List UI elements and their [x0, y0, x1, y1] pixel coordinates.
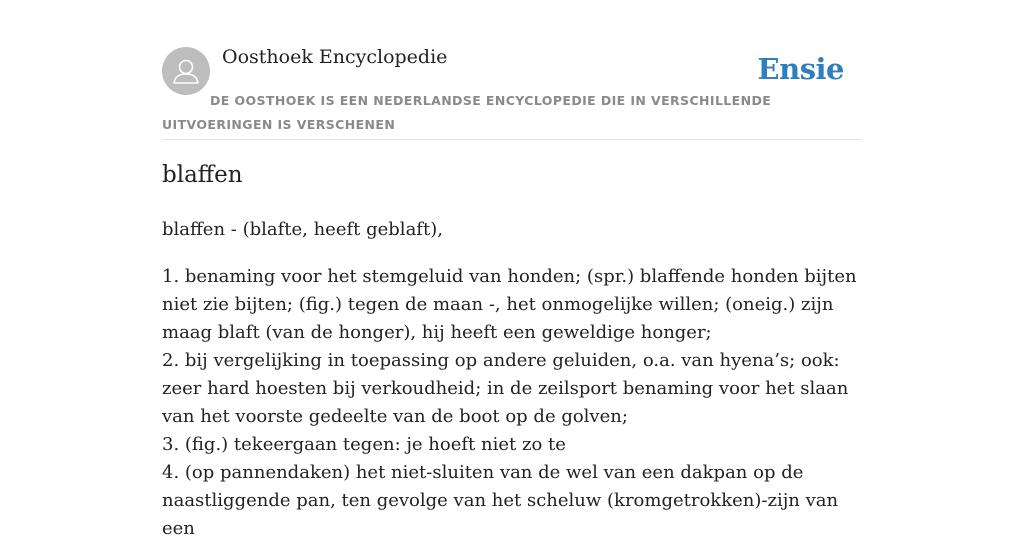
- definition-sense-3: 3. (fig.) tekeergaan tegen: je hoeft niet zo te: [162, 434, 566, 455]
- user-silhouette-icon: [162, 47, 210, 95]
- avatar[interactable]: [162, 47, 210, 95]
- entry-title: blaffen: [162, 162, 243, 188]
- source-title[interactable]: Oosthoek Encyclopedie: [222, 46, 448, 68]
- source-header: [162, 0, 862, 140]
- source-description: DE OOSTHOEK IS EEN NEDERLANDSE ENCYCLOPEDIE DIE IN VERSCHILLENDE UITVOERINGEN IS VERSCHENEN: [162, 93, 772, 132]
- definition-senses: [162, 263, 862, 543]
- definition-sense-2: 2. bij vergelijking in toepassing op andere geluiden, o.a. van hyena’s; ook: zeer hard hoesten bij verkoudheid; in de zeilsport benaming voor het slaan van het voorste gedeelte van de boot op de golven;: [162, 350, 849, 427]
- page: [162, 0, 862, 539]
- definition-lead: blaffen - (blafte, heeft geblaft),: [162, 219, 443, 240]
- definition-sense-1: 1. benaming voor het stemgeluid van honden; (spr.) blaffende honden bijten niet zie bijten; (fig.) tegen de maan -, het onmogelijke willen; (oneig.) zijn maag blaft (van de honger), hij heeft een geweldige honger;: [162, 266, 857, 343]
- definition-sense-4: 4. (op pannendaken) het niet-sluiten van de wel van een dakpan op de naastliggende pan, ten gevolge van het scheluw (kromgetrokken)-zijn van een: [162, 462, 839, 539]
- definition-body: [162, 216, 862, 543]
- ensie-logo[interactable]: Ensie: [757, 52, 844, 86]
